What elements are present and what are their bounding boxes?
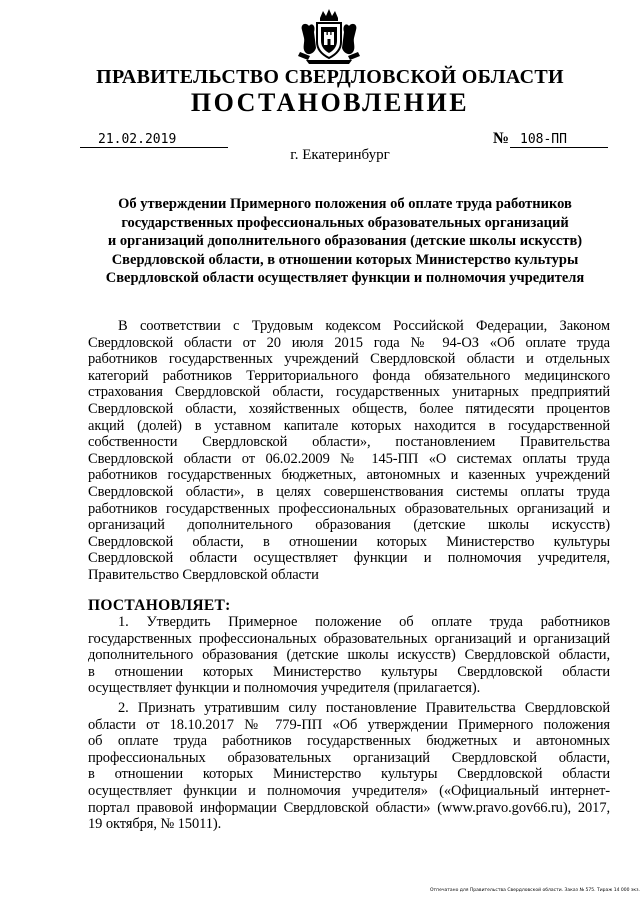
text-line: портал правовой информации Свердловской области» (www.pravo.gov66.ru), 2017, (88, 799, 610, 816)
text-line: Свердловской области, хозяйственных обществ, более пятидесяти процентов (88, 400, 610, 417)
text-line: осуществляет функции и полномочия учредителя» («Официальный интернет- (88, 782, 610, 799)
text-line: профессиональных образовательных организаций Свердловской области, (88, 749, 610, 766)
text-line: осуществляет функции и полномочия учредителя (прилагается). (88, 680, 481, 697)
text-line: в отношении которых Министерство культуры Свердловской области (88, 663, 610, 680)
document-type: ПОСТАНОВЛЕНИЕ (190, 88, 470, 117)
text-line: Свердловской области, в отношении которых Министерство культуры (88, 533, 610, 550)
text-line: работников государственных профессиональных образовательных организаций и (88, 500, 610, 517)
text-line: организаций дополнительного образования (детские школы искусств) (88, 517, 610, 534)
document-number: 108-ПП (510, 132, 608, 148)
subject-line: и организаций дополнительного образования (детские школы искусств) (107, 233, 583, 249)
number-sign: № (493, 130, 510, 147)
text-line: государственных профессиональных образовательных организаций и организаций (88, 630, 610, 647)
text-line: категорий работников Территориального фонда обязательного медицинского (88, 367, 610, 384)
subject-line: государственных профессиональных образовательных организаций (121, 214, 569, 231)
text-line: Свердловской области от 06.02.2009 № 145-ПП «О системах оплаты труда (88, 450, 610, 467)
text-line: 2. Признать утратившим силу постановление Правительства Свердловской (118, 700, 610, 716)
subject-line: Свердловской области осуществляет функции и полномочия учредителя (105, 270, 585, 286)
text-line: акций (долей) в уставном капитале которых находится в государственной (88, 417, 610, 434)
text-line: страхования Свердловской области, государственных унитарных предприятий (88, 384, 610, 401)
text-line: 19 октября, № 15011). (88, 816, 222, 833)
text-line: собственности Свердловской области», постановлением Правительства (88, 434, 610, 451)
text-line: области от 18.10.2017 № 779-ПП «Об утверждении Примерного положения (88, 716, 610, 733)
document-city: г. Екатеринбург (290, 147, 390, 163)
text-line: Свердловской области», в целях совершенствования системы оплаты труда (88, 483, 610, 500)
text-line: Правительство Свердловской области (88, 566, 319, 583)
text-line: 1. Утвердить Примерное положение об оплате труда работников (118, 614, 610, 630)
text-line: работников государственных бюджетных, автономных и казенных учреждений (88, 467, 610, 484)
text-line: В соответствии с Трудовым кодексом Российской Федерации, Законом (118, 318, 610, 334)
text-line: в отношении которых Министерство культуры Свердловской области (88, 766, 610, 783)
document-subject (80, 195, 610, 288)
resolution-heading: ПОСТАНОВЛЯЕТ: (88, 597, 231, 614)
document-date: 21.02.2019 (80, 132, 228, 148)
clause-2 (88, 700, 610, 833)
text-line: Свердловской области от 20 июля 2015 года № 94-ОЗ «Об оплате труда (88, 334, 610, 351)
government-title: ПРАВИТЕЛЬСТВО СВЕРДЛОВСКОЙ ОБЛАСТИ (96, 66, 564, 88)
text-line: Свердловской области осуществляет функции и полномочия учредителя, (88, 550, 610, 567)
subject-line: Об утверждении Примерного положения об оплате труда работников (118, 196, 572, 212)
text-line: дополнительного образования (детские школы искусств) Свердловской области, (88, 647, 610, 664)
text-line: работников государственных учреждений Свердловской области и отдельных (88, 351, 610, 368)
preamble-paragraph (88, 318, 610, 584)
subject-line: Свердловской области, в отношении которых Министерство культуры (111, 251, 579, 268)
clause-1 (88, 614, 610, 697)
print-footer-note: Отпечатано для Правительства Свердловской области. Заказ № 575. Тираж 14 000 экз. (430, 888, 640, 893)
coat-of-arms-icon (296, 8, 362, 66)
text-line: об оплате труда работников государственных бюджетных и автономных (88, 733, 610, 750)
